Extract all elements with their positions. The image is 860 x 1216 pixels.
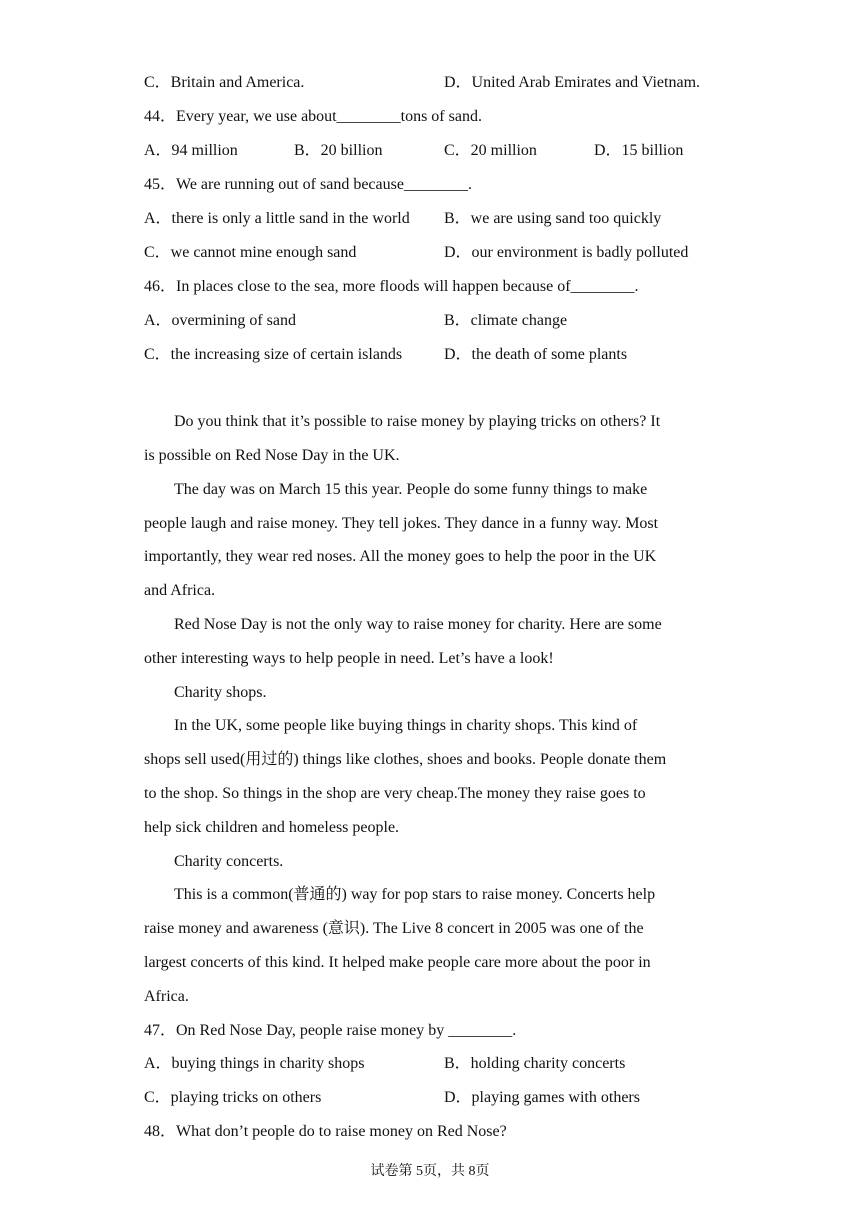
passage-line: is possible on Red Nose Day in the UK. [144,447,400,464]
passage-heading: Charity concerts. [174,853,284,870]
q45-option-d: D．our environment is badly polluted [444,244,689,261]
passage-line: Africa. [144,988,189,1005]
passage-line: to the shop. So things in the shop are very cheap.The money they raise goes to [144,785,646,802]
q43-option-c: C．Britain and America. [144,74,305,91]
passage-line: In the UK, some people like buying things in charity shops. This kind of [174,717,638,734]
q47-option-c: C．playing tricks on others [144,1089,322,1106]
q47-option-b: B．holding charity concerts [444,1055,626,1072]
q46-option-d: D．the death of some plants [444,346,628,363]
q46-stem: 46．In places close to the sea, more floods will happen because of________. [144,278,639,295]
passage-line: help sick children and homeless people. [144,819,400,836]
q45-option-c: C．we cannot mine enough sand [144,244,357,261]
page-footer: 试卷第 5页，共 8页 [370,1164,490,1179]
q47-option-a: A．buying things in charity shops [144,1055,365,1072]
q45-option-a: A．there is only a little sand in the world [144,210,410,227]
q46-option-b: B．climate change [444,312,568,329]
q45-stem: 45．We are running out of sand because________. [144,176,472,193]
passage-line: and Africa. [144,582,216,599]
passage-line: other interesting ways to help people in need. Let’s have a look! [144,650,554,667]
q44-option-d: D．15 billion [594,142,684,159]
passage-heading: Charity shops. [174,684,267,701]
passage-line: The day was on March 15 this year. People do some funny things to make [174,481,648,498]
q44-stem: 44．Every year, we use about________tons of sand. [144,108,482,125]
q47-stem: 47．On Red Nose Day, people raise money by ________. [144,1022,517,1039]
q43-option-d: D．United Arab Emirates and Vietnam. [444,74,701,91]
q47-option-d: D．playing games with others [444,1089,640,1106]
q48-stem: 48．What don’t people do to raise money on Red Nose? [144,1123,507,1140]
q44-option-c: C．20 million [444,142,537,159]
passage-line: Red Nose Day is not the only way to raise money for charity. Here are some [174,616,662,633]
passage-line: largest concerts of this kind. It helped make people care more about the poor in [144,954,651,971]
q46-option-a: A．overmining of sand [144,312,296,329]
q44-option-a: A．94 million [144,142,238,159]
passage-line: people laugh and raise money. They tell jokes. They dance in a funny way. Most [144,515,659,532]
q45-option-b: B．we are using sand too quickly [444,210,662,227]
passage-line: raise money and awareness (意识). The Live 8 concert in 2005 was one of the [144,920,644,937]
passage-line: importantly, they wear red noses. All the money goes to help the poor in the UK [144,548,657,565]
q46-option-c: C．the increasing size of certain islands [144,346,403,363]
passage-line: This is a common(普通的) way for pop stars to raise money. Concerts help [174,886,656,903]
passage-line: shops sell used(用过的) things like clothes, shoes and books. People donate them [144,751,667,768]
passage-line: Do you think that it’s possible to raise money by playing tricks on others? It [174,413,661,430]
q44-option-b: B．20 billion [294,142,383,159]
